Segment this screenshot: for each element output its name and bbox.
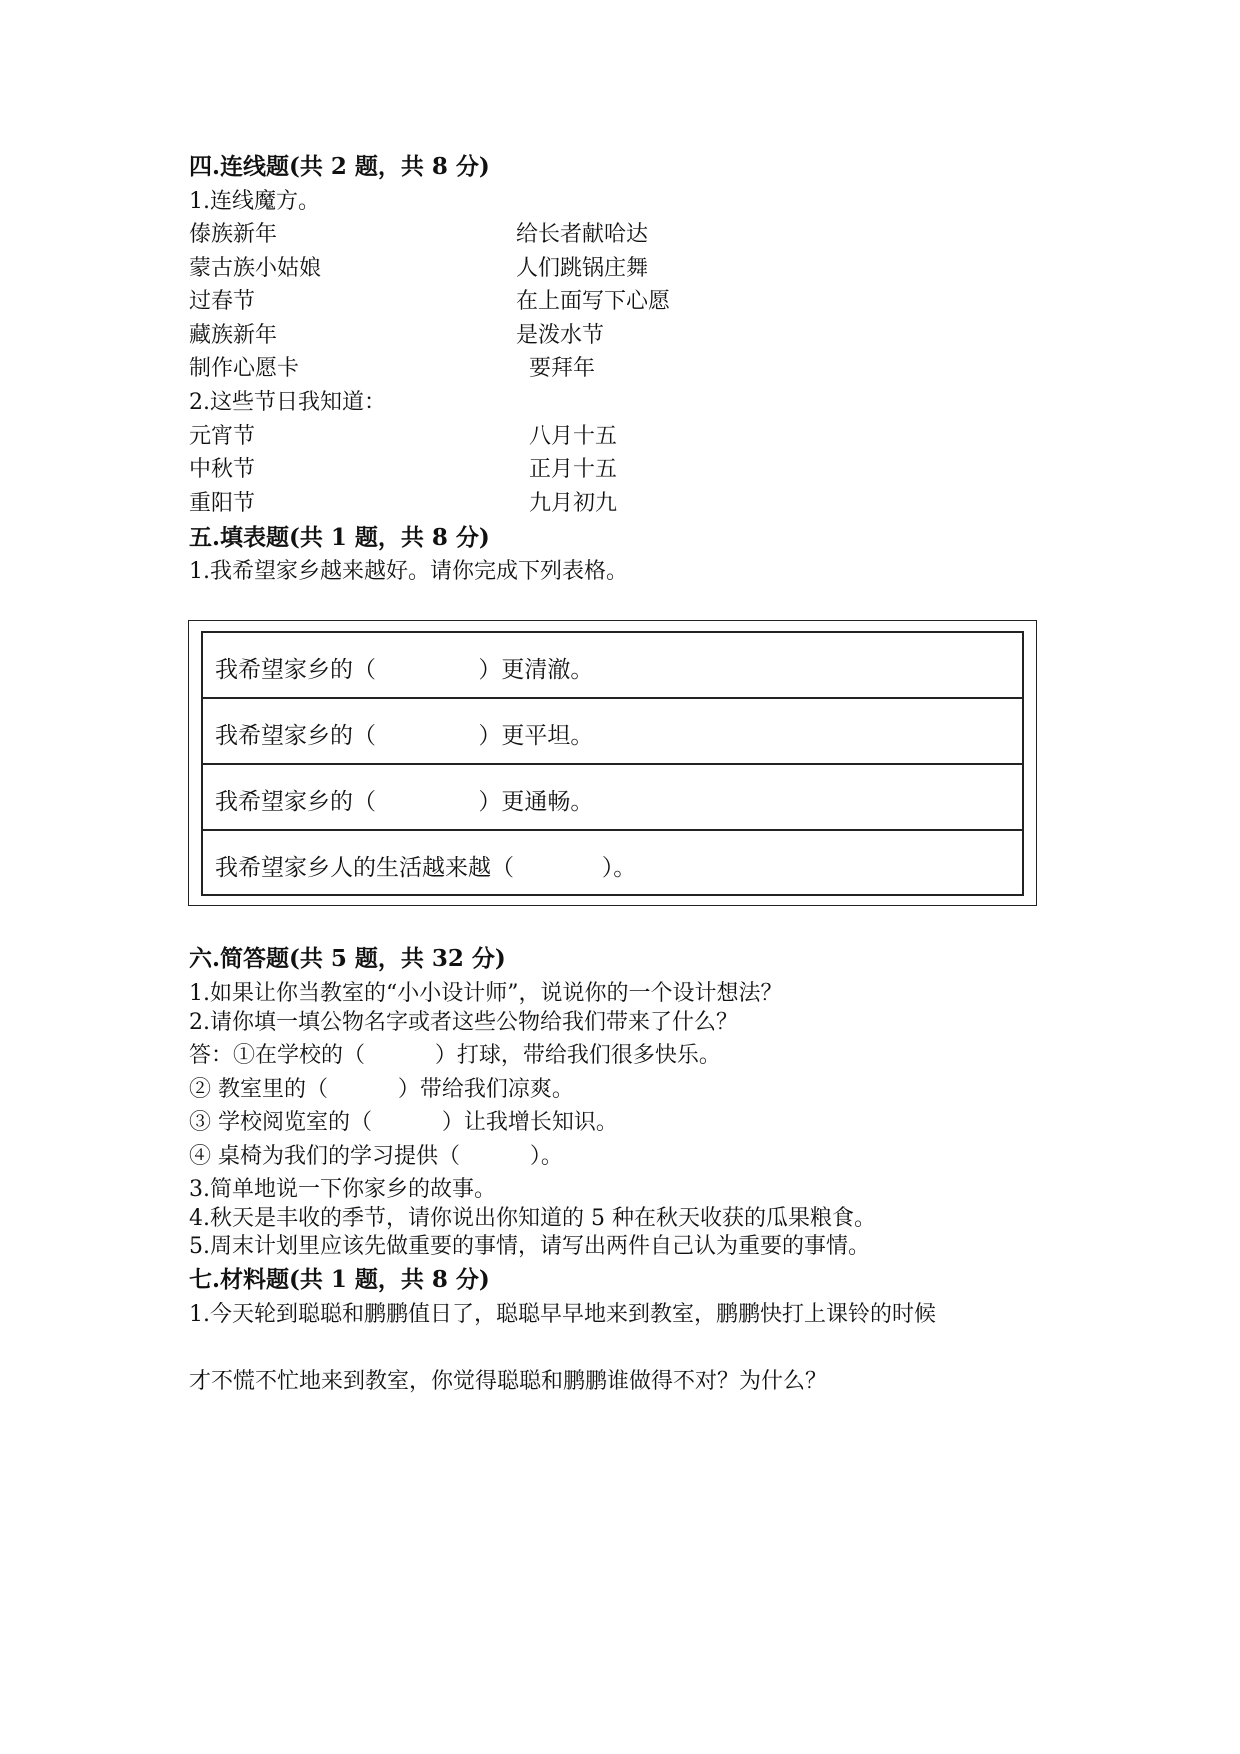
section6-q5: 5.周末计划里应该先做重要的事情，请写出两件自己认为重要的事情。 — [189, 1234, 870, 1259]
match-left-item: 藏族新年 — [189, 323, 278, 348]
table-row — [203, 699, 1022, 765]
festival-item: 元宵节 — [189, 424, 256, 449]
fill-table — [201, 631, 1024, 896]
match-right-item: 人们跳锅庄舞 — [516, 256, 649, 281]
match-right-item: 在上面写下心愿 — [516, 289, 671, 314]
match-right-item: 要拜年 — [529, 356, 596, 381]
match-left-item: 制作心愿卡 — [189, 356, 300, 381]
match-left-item: 过春节 — [189, 289, 256, 314]
section5-q1: 1.我希望家乡越来越好。请你完成下列表格。 — [189, 559, 628, 584]
festival-item: 重阳节 — [189, 491, 256, 516]
section6-heading: 六.简答题(共 5 题，共 32 分) — [189, 945, 506, 972]
table-cell: 我希望家乡人的生活越来越（ ）。 — [215, 855, 637, 881]
match-left-item: 傣族新年 — [189, 222, 278, 247]
festival-item: 中秋节 — [189, 457, 256, 482]
festival-date: 九月初九 — [529, 491, 618, 516]
section4-q1: 1.连线魔方。 — [189, 189, 320, 214]
section4-q2: 2.这些节日我知道： — [189, 390, 386, 415]
section6-q3: 3.简单地说一下你家乡的故事。 — [189, 1177, 496, 1202]
table-row — [203, 765, 1022, 831]
match-right-item: 是泼水节 — [516, 323, 605, 348]
match-left-item: 蒙古族小姑娘 — [189, 256, 322, 281]
section4-heading: 四.连线题(共 2 题，共 8 分) — [189, 153, 490, 180]
section7-heading: 七.材料题(共 1 题，共 8 分) — [189, 1266, 490, 1293]
section6-q4: 4.秋天是丰收的季节，请你说出你知道的 5 种在秋天收获的瓜果粮食。 — [189, 1206, 876, 1231]
table-row — [203, 633, 1022, 699]
table-row — [203, 831, 1022, 897]
festival-date: 八月十五 — [529, 424, 618, 449]
answer-line: ③ 学校阅览室的（ ）让我增长知识。 — [189, 1110, 618, 1135]
answer-line: 答：①在学校的（ ）打球，带给我们很多快乐。 — [189, 1043, 721, 1068]
table-cell: 我希望家乡的（ ）更通畅。 — [215, 789, 594, 815]
answer-line: ② 教室里的（ ）带给我们凉爽。 — [189, 1077, 574, 1102]
table-cell: 我希望家乡的（ ）更平坦。 — [215, 723, 594, 749]
table-cell: 我希望家乡的（ ）更清澈。 — [215, 657, 594, 683]
match-right-item: 给长者献哈达 — [516, 222, 649, 247]
section6-q2: 2.请你填一填公物名字或者这些公物给我们带来了什么？ — [189, 1010, 738, 1035]
section6-q1: 1.如果让你当教室的“小小设计师”，说说你的一个设计想法？ — [189, 981, 783, 1006]
answer-line: ④ 桌椅为我们的学习提供（ ）。 — [189, 1144, 563, 1169]
section7-q1-line1: 1.今天轮到聪聪和鹏鹏值日了，聪聪早早地来到教室，鹏鹏快打上课铃的时候 — [189, 1302, 936, 1327]
section7-q1-line2: 才不慌不忙地来到教室，你觉得聪聪和鹏鹏谁做得不对？为什么？ — [189, 1369, 828, 1394]
festival-date: 正月十五 — [529, 457, 618, 482]
section5-heading: 五.填表题(共 1 题，共 8 分) — [189, 524, 490, 551]
